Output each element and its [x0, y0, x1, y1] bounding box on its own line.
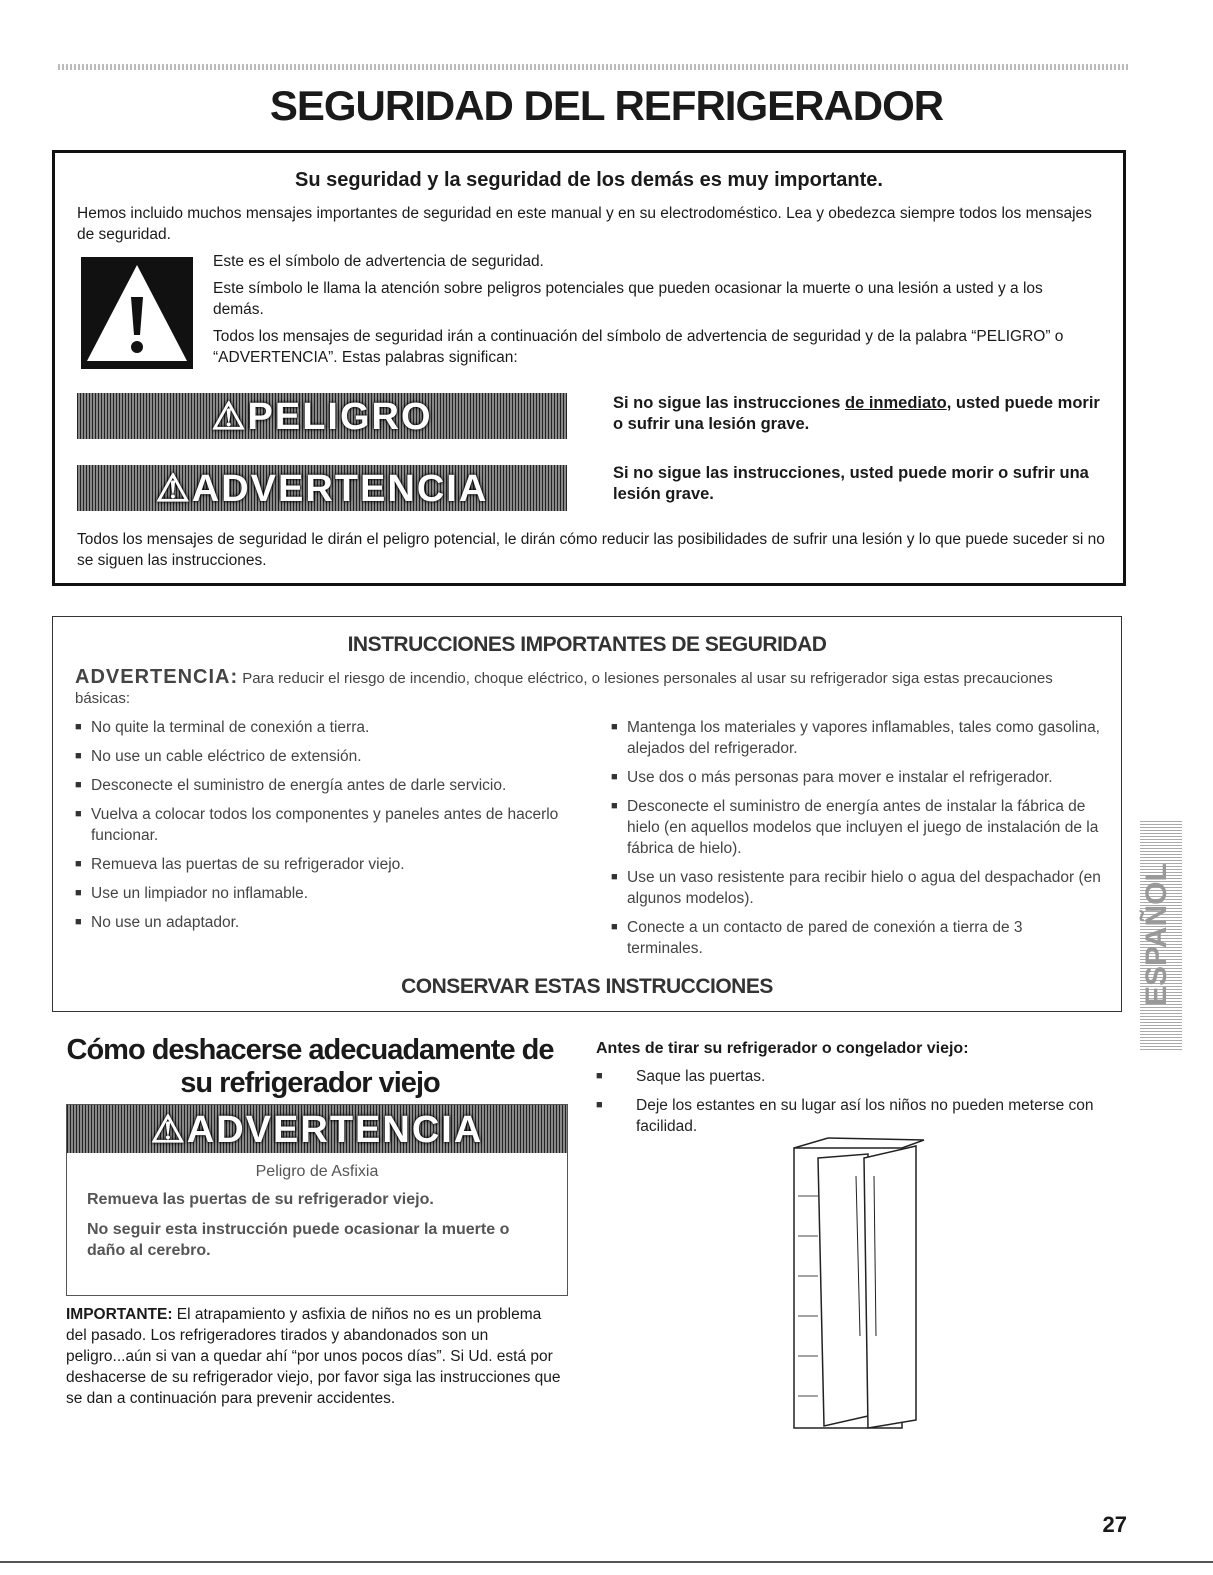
asphyxiation-warning-banner	[67, 1105, 567, 1153]
symbol-line-1: Este es el símbolo de advertencia de seguridad.	[213, 253, 544, 270]
right-precautions-list	[611, 717, 1101, 967]
hazard-line-2: No seguir esta instrucción puede ocasionar la muerte o daño al cerebro.	[87, 1221, 510, 1259]
keep-instructions-footer: CONSERVAR ESTAS INSTRUCCIONES	[401, 975, 773, 998]
safety-intro-box	[52, 150, 1126, 586]
list-item: ■ Conecte a un contacto de pared de conexión a tierra de 3 terminales.	[611, 917, 1101, 959]
warning-word: ADVERTENCIA:	[75, 666, 239, 688]
list-item: ■ Deje los estantes en su lugar así los niños no pueden meterse con facilidad.	[596, 1095, 1126, 1137]
danger-text: Si no sigue las instrucciones de inmediato, usted puede morir o sufrir una lesión grave.	[613, 394, 1100, 433]
important-instructions-heading: INSTRUCCIONES IMPORTANTES DE SEGURIDAD	[347, 633, 827, 656]
warning-triangle-icon	[81, 257, 193, 369]
safety-closing-text: Todos los mensajes de seguridad le dirán el peligro potencial, le dirán cómo reducir las posibilidades de sufrir una lesión y lo que puede suceder si no se siguen las instrucciones.	[77, 531, 1105, 569]
hazard-line-1: Remueva las puertas de su refrigerador viejo.	[87, 1191, 434, 1208]
list-item: ■ Desconecte el suministro de energía antes de darle servicio.	[75, 775, 575, 796]
symbol-line-3: Todos los mensajes de seguridad irán a continuación del símbolo de advertencia de seguridad y de la palabra “PELIGRO” o “ADVERTENCIA”. Estas palabras significan:	[213, 328, 1064, 366]
list-item: ■ Mantenga los materiales y vapores inflamables, tales como gasolina, alejados del refrigerador.	[611, 717, 1101, 759]
list-item: ■ Use un vaso resistente para recibir hielo o agua del despachador (en algunos modelos).	[611, 867, 1101, 909]
list-item: ■ Saque las puertas.	[596, 1066, 1126, 1087]
list-item: ■ Remueva las puertas de su refrigerador viejo.	[75, 854, 575, 875]
warning-intro: ADVERTENCIA: Para reducir el riesgo de incendio, choque eléctrico, o lesiones personales al usar su refrigerador siga estas precauciones básicas:	[75, 666, 1053, 707]
symbol-line-2: Este símbolo le llama la atención sobre peligros potenciales que pueden ocasionar la muerte o una lesión a usted y a los demás.	[213, 280, 1043, 318]
before-disposal-list	[596, 1066, 1126, 1145]
hazard-name: Peligro de Asfixia	[255, 1163, 379, 1180]
warning-label: ⚠ADVERTENCIA	[155, 467, 489, 510]
top-rule	[58, 64, 1128, 70]
disposal-heading: Cómo deshacerse adecuadamente de su refrigerador viejo	[66, 1034, 554, 1099]
list-item: ■ Use un limpiador no inflamable.	[75, 883, 575, 904]
language-side-tab: ESPAÑOL	[1140, 820, 1182, 1050]
danger-label: ⚠PELIGRO	[211, 395, 433, 438]
list-item: ■ No quite la terminal de conexión a tierra.	[75, 717, 575, 738]
warning-banner	[77, 465, 567, 511]
before-disposal-heading: Antes de tirar su refrigerador o congelador viejo:	[596, 1040, 969, 1057]
bottom-rule	[0, 1561, 1213, 1563]
danger-banner	[77, 393, 567, 439]
list-item: ■ Use dos o más personas para mover e instalar el refrigerador.	[611, 767, 1101, 788]
asphyxiation-warning-label: ⚠ADVERTENCIA	[150, 1108, 484, 1151]
list-item: ■ Vuelva a colocar todos los componentes y paneles antes de hacerlo funcionar.	[75, 804, 575, 846]
page-number: 27	[1102, 1512, 1127, 1537]
safety-intro-heading: Su seguridad y la seguridad de los demás es muy importante.	[295, 169, 883, 191]
list-item: ■ Desconecte el suministro de energía antes de instalar la fábrica de hielo (en aquellos modelos que incluyen el juego de instalación de la fábrica de hielo).	[611, 796, 1101, 859]
refrigerator-illustration	[784, 1136, 934, 1441]
page-title: SEGURIDAD DEL REFRIGERADOR	[269, 82, 944, 129]
list-item: ■ No use un cable eléctrico de extensión.	[75, 746, 575, 767]
asphyxiation-warning-box	[66, 1104, 568, 1296]
left-precautions-list	[75, 717, 575, 941]
safety-intro-text: Hemos incluido muchos mensajes importantes de seguridad en este manual y en su electrodoméstico. Lea y obedezca siempre todos los mensajes de seguridad.	[77, 205, 1092, 243]
important-instructions-box	[52, 616, 1122, 1012]
warning-text: Si no sigue las instrucciones, usted puede morir o sufrir una lesión grave.	[613, 464, 1089, 503]
important-note: IMPORTANTE: El atrapamiento y asfixia de niños no es un problema del pasado. Los refrigeradores tirados y abandonados son un peligro...aún si van a quedar ahí “por unos pocos días”. Si Ud. está por deshacerse de su refrigerador viejo, por favor siga las instrucciones que se dan a continuación para prevenir accidentes.	[66, 1306, 561, 1407]
list-item: ■ No use un adaptador.	[75, 912, 575, 933]
